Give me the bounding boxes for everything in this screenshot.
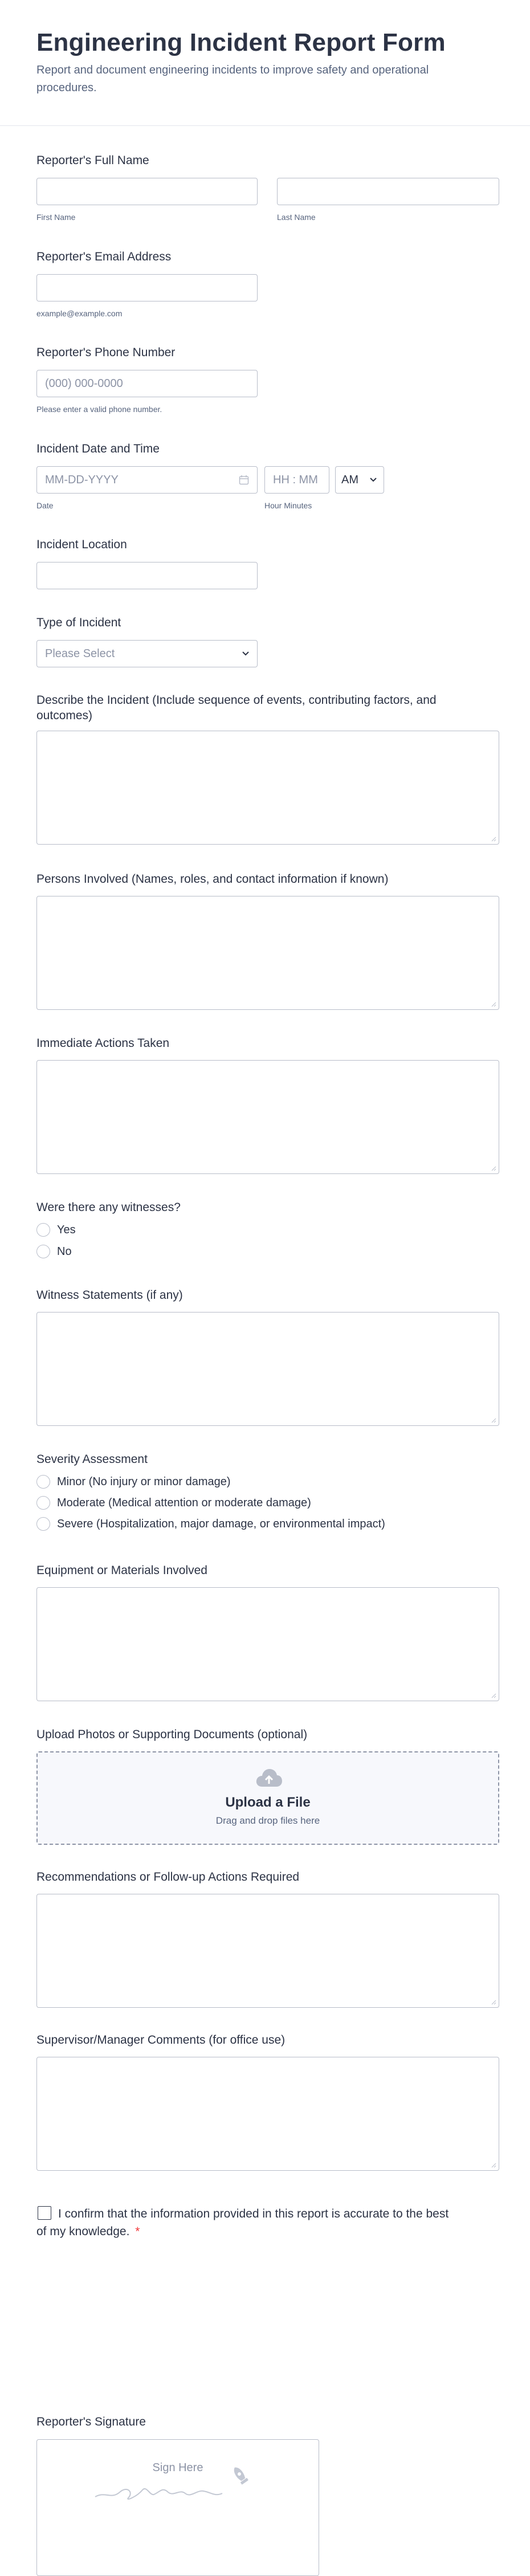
witness-statements-label: Witness Statements (if any) <box>36 1289 183 1302</box>
reporter-phone-label: Reporter's Phone Number <box>36 346 176 359</box>
first-name-input[interactable] <box>36 178 258 205</box>
persons-involved-field <box>36 871 499 1014</box>
file-dropzone[interactable] <box>36 1751 499 1845</box>
date-input[interactable] <box>36 466 258 494</box>
first-name-sublabel: First Name <box>36 213 76 222</box>
incident-location-input[interactable] <box>36 562 258 589</box>
last-name-sublabel: Last Name <box>277 213 316 222</box>
severity-option-minor[interactable] <box>36 1475 231 1489</box>
immediate-actions-field <box>36 1036 499 1178</box>
radio-label: Severe (Hospitalization, major damage, or environmental impact) <box>57 1517 385 1530</box>
resize-handle-icon[interactable] <box>491 836 496 842</box>
phone-input[interactable]: (000) 000-0000 <box>36 370 258 397</box>
incident-type-placeholder: Please Select <box>45 647 115 660</box>
incident-location-field <box>36 537 499 594</box>
severity-option-moderate[interactable] <box>36 1496 311 1510</box>
witness-option-no[interactable] <box>36 1245 72 1258</box>
confirm-field <box>36 2205 499 2245</box>
incident-location-label: Incident Location <box>36 538 127 551</box>
last-name-input[interactable] <box>277 178 499 205</box>
equipment-field <box>36 1563 499 1705</box>
calendar-icon[interactable] <box>239 475 249 485</box>
signature-placeholder: Sign Here <box>152 2461 203 2474</box>
form-title: Engineering Incident Report Form <box>36 28 446 56</box>
email-input[interactable] <box>36 274 258 301</box>
describe-incident-field <box>36 692 499 846</box>
incident-type-select[interactable] <box>36 640 258 667</box>
radio-button[interactable] <box>36 1245 50 1258</box>
phone-sublabel: Please enter a valid phone number. <box>36 405 162 414</box>
signature-label: Reporter's Signature <box>36 2415 146 2428</box>
describe-incident-label: Describe the Incident (Include sequence of events, contributing factors, and outcomes) <box>36 694 437 722</box>
confirm-label <box>36 2205 458 2240</box>
reporter-name-field <box>36 153 499 227</box>
describe-incident-textarea[interactable] <box>36 731 499 845</box>
upload-label: Upload Photos or Supporting Documents (optional) <box>36 1728 308 1741</box>
recommendations-field <box>36 1869 499 2012</box>
resize-handle-icon[interactable] <box>491 1417 496 1423</box>
upload-subtitle: Drag and drop files here <box>215 1815 320 1826</box>
persons-involved-textarea[interactable] <box>36 896 499 1010</box>
resize-handle-icon[interactable] <box>491 1165 496 1171</box>
upload-title: Upload a File <box>225 1795 311 1810</box>
incident-type-field <box>36 615 499 672</box>
time-sublabel: Hour Minutes <box>264 501 312 510</box>
radio-button[interactable] <box>36 1496 50 1510</box>
radio-button[interactable] <box>36 1223 50 1237</box>
incident-datetime-label: Incident Date and Time <box>36 442 160 455</box>
reporter-phone-field <box>36 345 499 419</box>
signature-field <box>36 2414 499 2565</box>
witnesses-field <box>36 1200 499 1268</box>
supervisor-comments-textarea[interactable] <box>36 2057 499 2171</box>
radio-label: No <box>57 1245 72 1258</box>
recommendations-label: Recommendations or Follow-up Actions Required <box>36 1870 300 1884</box>
signature-pad[interactable] <box>36 2439 319 2576</box>
severity-option-severe[interactable] <box>36 1517 385 1531</box>
witness-statements-textarea[interactable] <box>36 1312 499 1426</box>
radio-label: Moderate (Medical attention or moderate damage) <box>57 1496 311 1509</box>
witnesses-label: Were there any witnesses? <box>36 1201 181 1214</box>
equipment-textarea[interactable] <box>36 1587 499 1701</box>
cloud-upload-icon <box>255 1767 283 1789</box>
chevron-down-icon <box>242 651 249 656</box>
date-placeholder: MM-DD-YYYY <box>45 474 119 486</box>
immediate-actions-label: Immediate Actions Taken <box>36 1037 170 1050</box>
severity-field <box>36 1452 499 1537</box>
resize-handle-icon[interactable] <box>491 1999 496 2005</box>
confirm-text: I confirm that the information provided in this report is accurate to the best of my knowledge. <box>36 2207 449 2238</box>
radio-button[interactable] <box>36 1475 50 1489</box>
email-sublabel: example@example.com <box>36 309 123 318</box>
equipment-label: Equipment or Materials Involved <box>36 1564 207 1577</box>
ampm-select[interactable] <box>335 466 384 494</box>
reporter-email-label: Reporter's Email Address <box>36 250 172 263</box>
severity-label: Severity Assessment <box>36 1453 148 1466</box>
resize-handle-icon[interactable] <box>491 2162 496 2168</box>
witness-option-yes[interactable] <box>36 1223 76 1237</box>
reporter-email-field <box>36 249 499 323</box>
supervisor-comments-label: Supervisor/Manager Comments (for office use) <box>36 2033 286 2047</box>
upload-field <box>36 1727 499 1847</box>
radio-label: Yes <box>57 1223 76 1236</box>
chevron-down-icon <box>370 478 377 482</box>
resize-handle-icon[interactable] <box>491 1693 496 1698</box>
radio-button[interactable] <box>36 1517 50 1531</box>
immediate-actions-textarea[interactable] <box>36 1060 499 1174</box>
radio-label: Minor (No injury or minor damage) <box>57 1475 231 1488</box>
ampm-value: AM <box>341 474 358 486</box>
reporter-name-label: Reporter's Full Name <box>36 154 149 167</box>
persons-involved-label: Persons Involved (Names, roles, and contact information if known) <box>36 873 389 886</box>
required-asterisk: * <box>135 2225 140 2238</box>
date-sublabel: Date <box>36 501 54 510</box>
form-subtitle: Report and document engineering incidents to improve safety and operational procedures. <box>36 64 429 94</box>
supervisor-comments-field <box>36 2032 499 2175</box>
resize-handle-icon[interactable] <box>491 1001 496 1007</box>
incident-datetime-field <box>36 441 499 515</box>
time-input[interactable]: HH : MM <box>264 466 329 494</box>
form-header <box>0 0 530 126</box>
incident-type-label: Type of Incident <box>36 616 121 629</box>
recommendations-textarea[interactable] <box>36 1894 499 2008</box>
witness-statements-field <box>36 1287 499 1430</box>
